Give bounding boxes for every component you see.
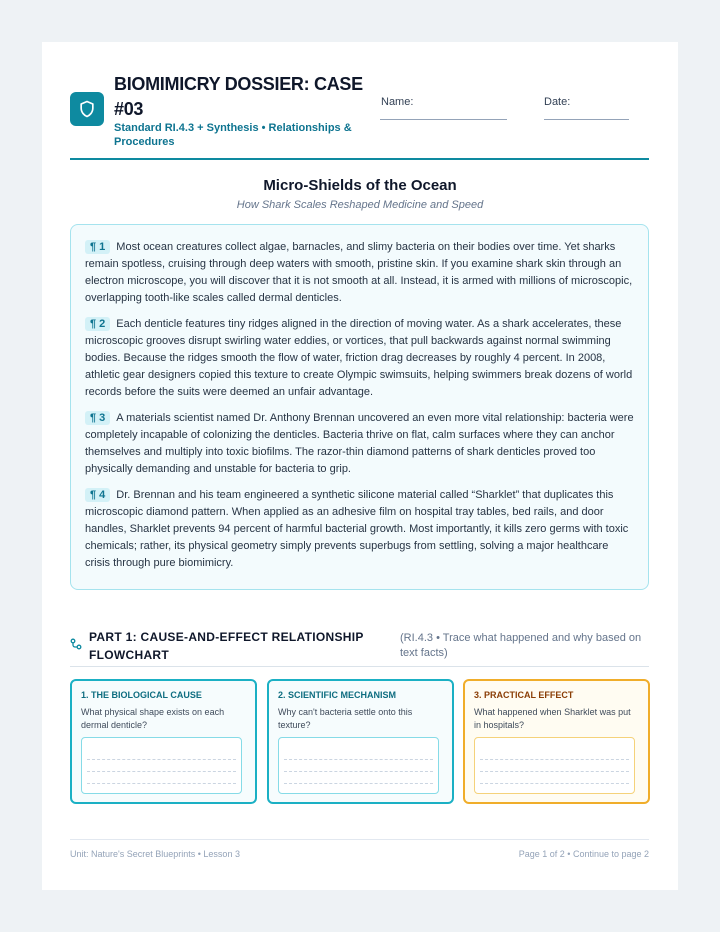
shield-badge bbox=[70, 92, 104, 126]
answer-line bbox=[284, 772, 433, 784]
answer-line bbox=[284, 760, 433, 772]
effect-card bbox=[463, 679, 650, 804]
date-label: Date: bbox=[544, 96, 571, 108]
worksheet-page bbox=[42, 42, 678, 890]
paragraph-number: ¶ 3 bbox=[85, 411, 110, 425]
part1-standard-note: (RI.4.3 • Trace what happened and why based on text facts) bbox=[400, 632, 642, 659]
effect-answer-box[interactable] bbox=[474, 737, 635, 794]
name-label: Name: bbox=[381, 96, 414, 108]
answer-line bbox=[480, 772, 629, 784]
dossier-title: BIOMIMICRY DOSSIER: CASE #03 bbox=[114, 74, 363, 119]
answer-line bbox=[87, 772, 236, 784]
paragraph-number: ¶ 2 bbox=[85, 317, 110, 331]
paragraph-2 bbox=[85, 316, 634, 401]
cause-card bbox=[70, 679, 257, 804]
paragraph-1 bbox=[85, 239, 634, 307]
mechanism-card-question: Why can't bacteria settle onto this texture? bbox=[278, 707, 413, 730]
answer-line bbox=[87, 760, 236, 772]
standard-subtitle: Standard RI.4.3 + Synthesis • Relationships & Procedures bbox=[114, 122, 352, 148]
footer-unit: Unit: Nature's Secret Blueprints • Lesson 3 bbox=[70, 849, 240, 859]
paragraph-text: Most ocean creatures collect algae, barnacles, and slimy bacteria on their bodies over time. Yet sharks remain spotless, cruising through deep waters with smooth, pristine skin. If you examine shark skin through an electron microscope, you will discover that it is not smooth at all. Instead, it is armed with millions of microscopic, overlapping tooth-like scales called dermal denticles. bbox=[85, 241, 633, 304]
paragraph-number: ¶ 1 bbox=[85, 240, 110, 254]
paragraph-3 bbox=[85, 410, 634, 478]
answer-line bbox=[284, 748, 433, 760]
effect-card-question: What happened when Sharklet was put in hospitals? bbox=[474, 707, 631, 730]
cause-answer-box[interactable] bbox=[81, 737, 242, 794]
article-subtitle: How Shark Scales Reshaped Medicine and Speed bbox=[236, 199, 484, 211]
cause-card-question: What physical shape exists on each dermal denticle? bbox=[81, 707, 225, 730]
reading-passage bbox=[70, 224, 649, 590]
shield-icon bbox=[77, 99, 97, 119]
answer-line bbox=[87, 748, 236, 760]
paragraph-text: Dr. Brennan and his team engineered a synthetic silicone material called “Sharklet” that duplicates this microscopic diamond pattern. When applied as an adhesive film on hospital tray tables, bed rails, and door handles, Sharklet prevents 94 percent of harmful bacterial growth. Most importantly, it kills zero germs with toxic chemicals; rather, its physical geometry simply prevents superbugs from settling, solving a major healthcare crisis through pure biomimicry. bbox=[85, 489, 629, 569]
date-field[interactable] bbox=[544, 119, 629, 120]
footer-page-indicator: Page 1 of 2 • Continue to page 2 bbox=[518, 849, 649, 859]
effect-card-heading: 3. PRACTICAL EFFECT bbox=[474, 690, 574, 700]
name-field[interactable] bbox=[380, 119, 507, 120]
cause-card-heading: 1. THE BIOLOGICAL CAUSE bbox=[81, 690, 202, 700]
answer-line bbox=[480, 760, 629, 772]
mechanism-card-heading: 2. SCIENTIFIC MECHANISM bbox=[278, 690, 397, 700]
part1-divider bbox=[70, 666, 649, 667]
paragraph-4 bbox=[85, 487, 634, 572]
mechanism-card bbox=[267, 679, 454, 804]
part1-title: PART 1: CAUSE-AND-EFFECT RELATIONSHIP FLOWCHART bbox=[89, 630, 364, 662]
flowchart-icon bbox=[70, 638, 82, 650]
footer-divider bbox=[70, 839, 649, 840]
paragraph-text: Each denticle features tiny ridges aligned in the direction of moving water. As a shark accelerates, these microscopic grooves disrupt swirling water eddies, or vortices, that pull backwards against normal swimming bodies. Because the ridges smooth the flow of water, friction drag decreases by roughly 4 percent. In 2008, athletic gear designers copied this texture to create Olympic swimsuits, helping swimmers break dozens of world records before the suits were deemed an unfair advantage. bbox=[85, 318, 633, 398]
paragraph-number: ¶ 4 bbox=[85, 488, 110, 502]
answer-line bbox=[480, 748, 629, 760]
header-divider bbox=[70, 158, 649, 160]
article-title: Micro-Shields of the Ocean bbox=[263, 177, 457, 194]
mechanism-answer-box[interactable] bbox=[278, 737, 439, 794]
paragraph-text: A materials scientist named Dr. Anthony Brennan uncovered an even more vital relationship: bacteria were completely incapable of colonizing the denticles. Bacteria thrive on flat, calm surfaces where they can anchor themselves and multiply into toxic biofilms. The razor-thin diamond patterns of shark denticles proved too physically demanding and unstable for bacteria to grip. bbox=[85, 412, 634, 475]
